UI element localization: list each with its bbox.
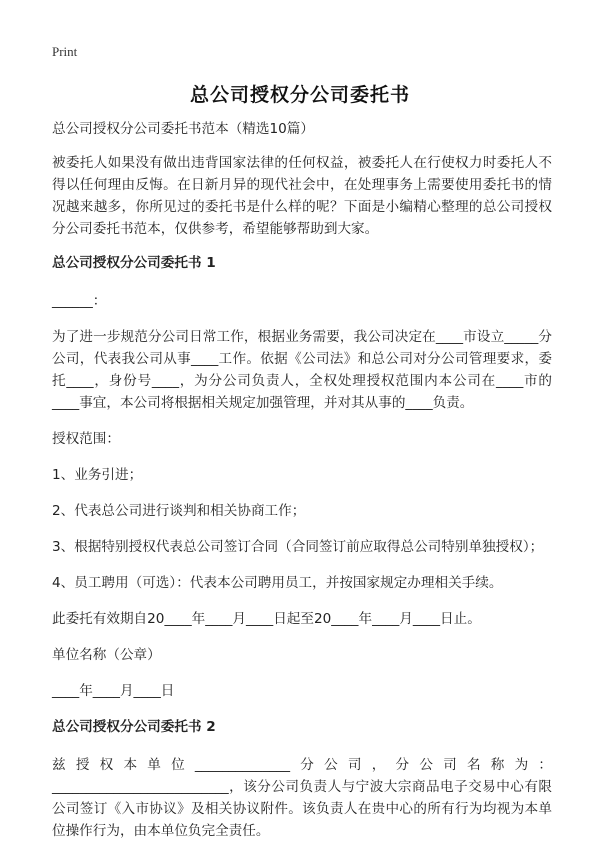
seal-label: 单位名称（公章） bbox=[52, 647, 161, 663]
scope-label: 授权范围： bbox=[52, 431, 120, 447]
scope-item-3: 3、根据特别授权代表总公司签订合同（合同签订前应取得总公司特别单独授权）； bbox=[52, 539, 544, 555]
scope-item-2: 2、代表总公司进行谈判和相关协商工作； bbox=[52, 503, 306, 519]
section-1-heading: 总公司授权分公司委托书 1 bbox=[52, 255, 216, 271]
section-2-heading: 总公司授权分公司委托书 2 bbox=[52, 719, 216, 735]
document-subtitle: 总公司授权分公司委托书范本（精选10篇） bbox=[52, 121, 314, 137]
validity-line: 此委托有效期自20____年____月____日起至20____年____月____日止。 bbox=[52, 611, 481, 627]
intro-paragraph: 被委托人如果没有做出违背国家法律的任何权益，被委托人在行使权力时委托人不得以任何理由反悔。在日新月异的现代社会中，在处理事务上需要使用委托书的情况越来越多，你所见过的委托书是什么样的呢？下面是小编精心整理的总公司授权分公司委托书范本，仅供参考，希望能够帮助到大家。 bbox=[52, 155, 552, 237]
section-2-body: 兹授权本单位______________分公司，分公司名称为：__________________________，该分公司负责人与宁波大宗商品电子交易中心有限公司签订《入市协议》及相关协议附件。该负责人在贵中心的所有行为均视为本单位操作行为，由本单位负完全责任。 bbox=[52, 757, 552, 839]
page-title: 总公司授权分公司委托书 bbox=[189, 84, 410, 106]
print-link[interactable]: Print bbox=[52, 44, 78, 59]
date-line: ____年____月____日 bbox=[52, 683, 175, 699]
section-1-body: 为了进一步规范分公司日常工作，根据业务需要，我公司决定在____市设立_____分公司，代表我公司从事____工作。依据《公司法》和总公司对分公司管理要求，委托____，身份号____，为分公司负责人，全权处理授权范围内本公司在____市的____事宜，本公司将根据相关规定加强管理，并对其从事的____负责。 bbox=[52, 329, 552, 411]
scope-item-1: 1、业务引进； bbox=[52, 467, 143, 483]
addressee-line: ______： bbox=[52, 293, 107, 309]
scope-item-4: 4、员工聘用（可选）：代表本公司聘用员工，并按国家规定办理相关手续。 bbox=[52, 575, 503, 591]
document-body bbox=[52, 118, 552, 856]
